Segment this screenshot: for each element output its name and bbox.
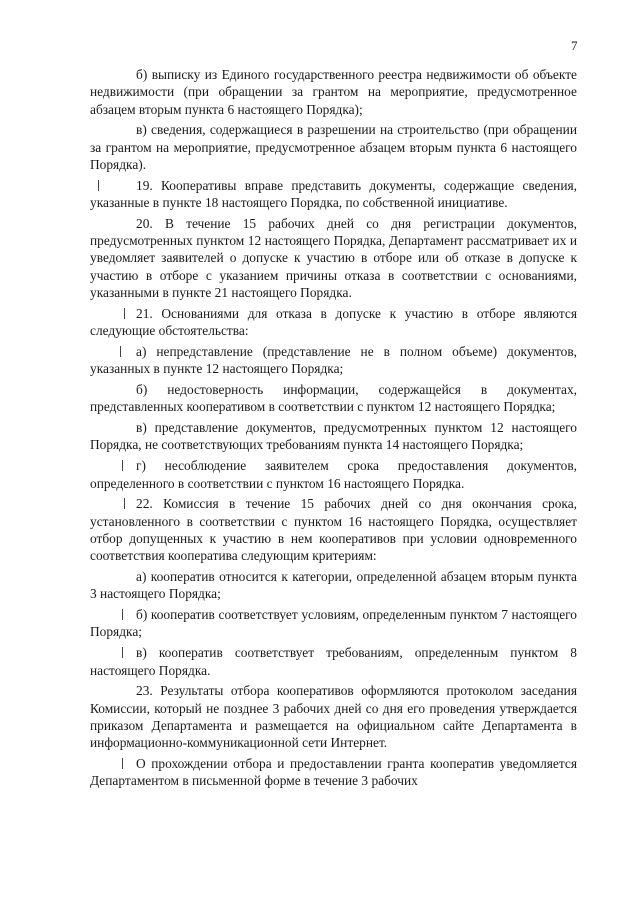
paragraph-22 bbox=[90, 495, 577, 564]
paragraph-text: 19. Кооперативы вправе представить документы, содержащие сведения, указанные в пункте 18 настоящего Порядка, по собственной инициативе. bbox=[90, 177, 577, 211]
margin-mark bbox=[98, 180, 99, 191]
margin-mark bbox=[124, 308, 125, 319]
paragraph-22v bbox=[90, 644, 577, 679]
paragraph-text: б) выписку из Единого государственного реестра недвижимости об объекте недвижимости (при обращении за грантом на мероприятие, предусмотренное абзацем вторым пункта 6 настоящего Порядка); bbox=[90, 67, 577, 117]
paragraph-text: б) недостоверность информации, содержащейся в документах, представленных кооперативом в соответствии с пунктом 12 настоящего Порядка; bbox=[90, 382, 577, 415]
paragraph-text: в) сведения, содержащиеся в разрешении на строительство (при обращении за грантом на мероприятие, предусмотренное абзацем вторым пункта 6 настоящего Порядка). bbox=[90, 122, 577, 172]
paragraph-text: б) кооператив соответствует условиям, определенным пунктом 7 настоящего Порядка; bbox=[90, 607, 577, 640]
paragraph-text: 23. Результаты отбора кооперативов оформляются протоколом заседания Комиссии, который не позднее 3 рабочих дней со дня его проведения утверждается приказом Департамента и размещается на официальном сайте Департамента в информационно-коммуникационной сети Интернет. bbox=[90, 683, 577, 751]
paragraph-18b bbox=[90, 66, 577, 118]
paragraph-21v bbox=[90, 419, 577, 454]
paragraph-21g bbox=[90, 457, 577, 492]
paragraph-19 bbox=[90, 177, 577, 212]
paragraph-21 bbox=[90, 305, 577, 340]
paragraph-23 bbox=[90, 682, 577, 751]
margin-mark bbox=[122, 758, 123, 769]
margin-mark bbox=[124, 498, 125, 509]
paragraph-text: а) кооператив относится к категории, определенной абзацем вторым пункта 3 настоящего Порядка; bbox=[90, 569, 577, 602]
page-number: 7 bbox=[571, 38, 578, 53]
paragraph-text: в) кооператив соответствует требованиям, определенным пунктом 8 настоящего Порядка. bbox=[90, 645, 577, 678]
paragraph-text: 20. В течение 15 рабочих дней со дня регистрации документов, предусмотренных пунктом 12 настоящего Порядка, Департамент рассматривает их и уведомляет заявителей о допуске к участию в отборе или об отказе в допуске к участию в отборе с указанием причины отказа в соответствии с основаниями, указанными в пункте 21 настоящего Порядка. bbox=[90, 215, 577, 301]
paragraph-text: в) представление документов, предусмотренных пунктом 12 настоящего Порядка, не соответствующих требованиям пункта 14 настоящего Порядка; bbox=[90, 420, 577, 453]
margin-mark bbox=[120, 346, 121, 357]
paragraph-20 bbox=[90, 215, 577, 301]
paragraph-text: 21. Основаниями для отказа в допуске к участию в отборе являются следующие обстоятельства: bbox=[90, 305, 577, 339]
margin-mark bbox=[122, 460, 123, 471]
paragraph-text: 22. Комиссия в течение 15 рабочих дней со дня окончания срока, установленного в соответствии с пунктом 16 настоящего Порядка, осуществляет отбор допущенных к участию в нем кооперативов при условии одновременного соответствия кооператива следующим критериям: bbox=[90, 496, 577, 564]
document-body bbox=[90, 66, 577, 793]
paragraph-23-cont bbox=[90, 755, 577, 790]
paragraph-text: а) непредставление (представление не в полном объеме) документов, указанных в пункте 12 настоящего Порядка; bbox=[90, 343, 577, 377]
margin-mark bbox=[122, 647, 123, 658]
margin-mark bbox=[122, 609, 123, 620]
paragraph-22a bbox=[90, 568, 577, 603]
paragraph-21a bbox=[90, 343, 577, 378]
paragraph-18v bbox=[90, 121, 577, 173]
paragraph-text: г) несоблюдение заявителем срока предоставления документов, определенного в соответствии с пунктом 16 настоящего Порядка. bbox=[90, 458, 577, 491]
paragraph-21b bbox=[90, 381, 577, 416]
paragraph-22b bbox=[90, 606, 577, 641]
paragraph-text: О прохождении отбора и предоставлении гранта кооператив уведомляется Департаментом в письменной форме в течение 3 рабочих bbox=[90, 755, 577, 789]
